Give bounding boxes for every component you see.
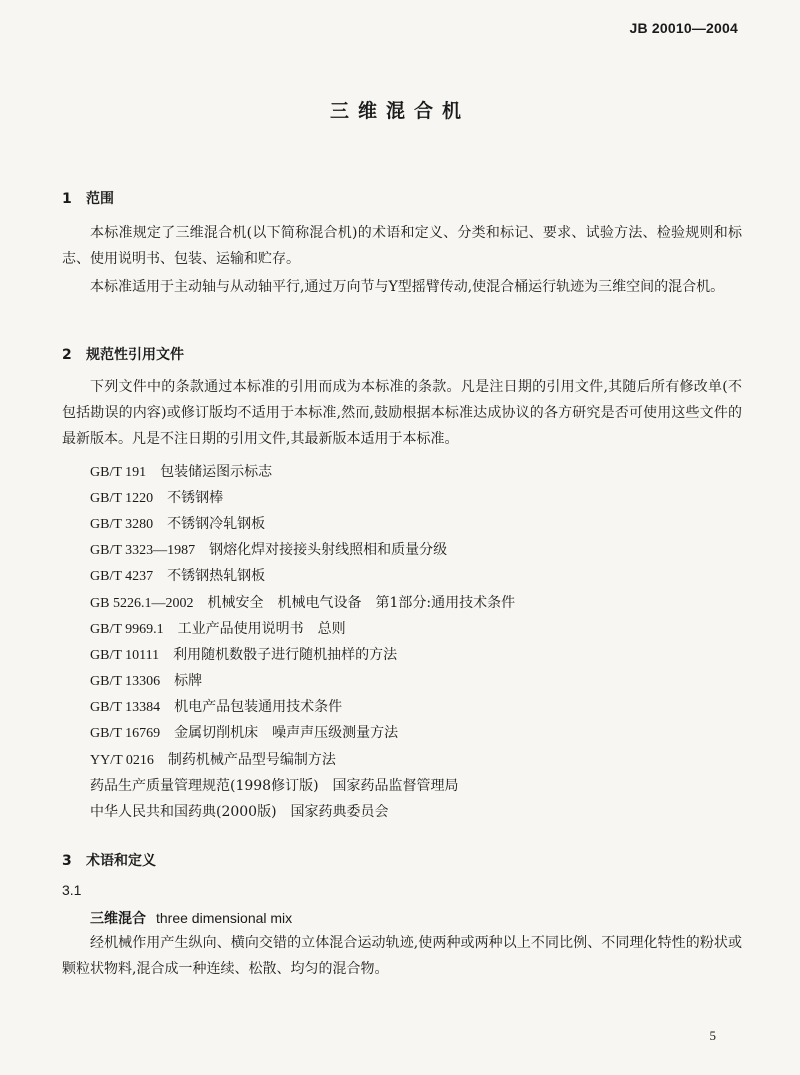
reference-title: 不锈钢冷轧钢板 [167, 516, 266, 532]
document-title: 三维混合机 [329, 100, 470, 122]
reference-item [90, 593, 515, 614]
reference-item [90, 723, 398, 744]
reference-item [90, 462, 272, 483]
reference-title: 标牌 [174, 673, 203, 689]
term-entry [90, 908, 292, 928]
section-2-intro: 下列文件中的条款通过本标准的引用而成为本标准的条款。凡是注日期的引用文件,其随后所有修改单(不包括勘误的内容)或修订版均不适用于本标准,然而,鼓励根据本标准达成协议的各方研究是否可使用这些文件的最新版本。凡是不注日期的引用文件,其最新版本适用于本标准。 [62, 379, 742, 447]
section-3-title: 术语和定义 [86, 853, 156, 869]
reference-title: 金属切削机床 噪声声压级测量方法 [174, 725, 399, 741]
reference-code: GB/T 13306 [90, 674, 161, 689]
section-1-paragraph-1: 本标准规定了三维混合机(以下简称混合机)的术语和定义、分类和标记、要求、试验方法、检验规则和标志、使用说明书、包装、运输和贮存。 [62, 225, 742, 267]
term-english: three dimensional mix [156, 910, 293, 926]
reference-item [90, 802, 389, 822]
reference-code: GB 5226.1—2002 [90, 596, 194, 611]
reference-code: GB/T 1220 [90, 491, 154, 506]
reference-title: 不锈钢棒 [167, 490, 224, 506]
reference-item [90, 750, 336, 771]
section-2-title: 规范性引用文件 [86, 347, 184, 363]
reference-code: GB/T 191 [90, 465, 147, 480]
reference-title: 制药机械产品型号编制方法 [167, 752, 336, 768]
section-3-heading [62, 850, 156, 870]
reference-title: 机电产品包装通用技术条件 [174, 699, 343, 715]
reference-code: GB/T 9969.1 [90, 622, 164, 637]
reference-title: 钢熔化焊对接接头射线照相和质量分级 [209, 542, 448, 558]
reference-item [90, 514, 265, 535]
section-1-heading [62, 188, 114, 208]
reference-code: GB/T 3323—1987 [90, 543, 196, 558]
section-2-heading [62, 344, 184, 364]
reference-item [90, 540, 447, 561]
section-1-number: 1 [62, 191, 72, 207]
section-3-number: 3 [62, 853, 72, 869]
reference-item [90, 488, 223, 509]
section-1-title: 范围 [86, 191, 114, 207]
reference-item [90, 671, 202, 692]
reference-item [90, 619, 346, 640]
page-number: 5 [709, 1028, 716, 1043]
reference-item [90, 566, 265, 587]
section-1-paragraph-2: 本标准适用于主动轴与从动轴平行,通过万向节与Y型摇臂传动,使混合桶运行轨迹为三维空间的混合机。 [90, 279, 725, 295]
reference-code: GB/T 10111 [90, 648, 160, 663]
reference-title: 药品生产质量管理规范(1998修订版) 国家药品监督管理局 [90, 778, 459, 794]
reference-code: GB/T 13384 [90, 700, 161, 715]
reference-item [90, 645, 397, 666]
reference-code: GB/T 16769 [90, 726, 161, 741]
reference-title: 中华人民共和国药典(2000版) 国家药典委员会 [90, 804, 389, 820]
reference-code: GB/T 3280 [90, 517, 154, 532]
reference-code: GB/T 4237 [90, 569, 154, 584]
reference-title: 包装储运图示标志 [160, 464, 273, 480]
reference-item [90, 776, 459, 796]
reference-item [90, 697, 342, 718]
term-number: 3.1 [62, 882, 82, 898]
standard-number: JB 20010—2004 [629, 20, 738, 36]
term-chinese: 三维混合 [90, 911, 146, 927]
reference-title: 不锈钢热轧钢板 [167, 568, 266, 584]
reference-title: 机械安全 机械电气设备 第1部分:通用技术条件 [207, 595, 516, 611]
reference-title: 利用随机数骰子进行随机抽样的方法 [173, 647, 398, 663]
section-2-number: 2 [62, 347, 72, 363]
reference-title: 工业产品使用说明书 总则 [177, 621, 346, 637]
reference-code: YY/T 0216 [90, 753, 154, 768]
term-definition: 经机械作用产生纵向、横向交错的立体混合运动轨迹,使两种或两种以上不同比例、不同理化特性的粉状或颗粒状物料,混合成一种连续、松散、均匀的混合物。 [62, 935, 742, 977]
